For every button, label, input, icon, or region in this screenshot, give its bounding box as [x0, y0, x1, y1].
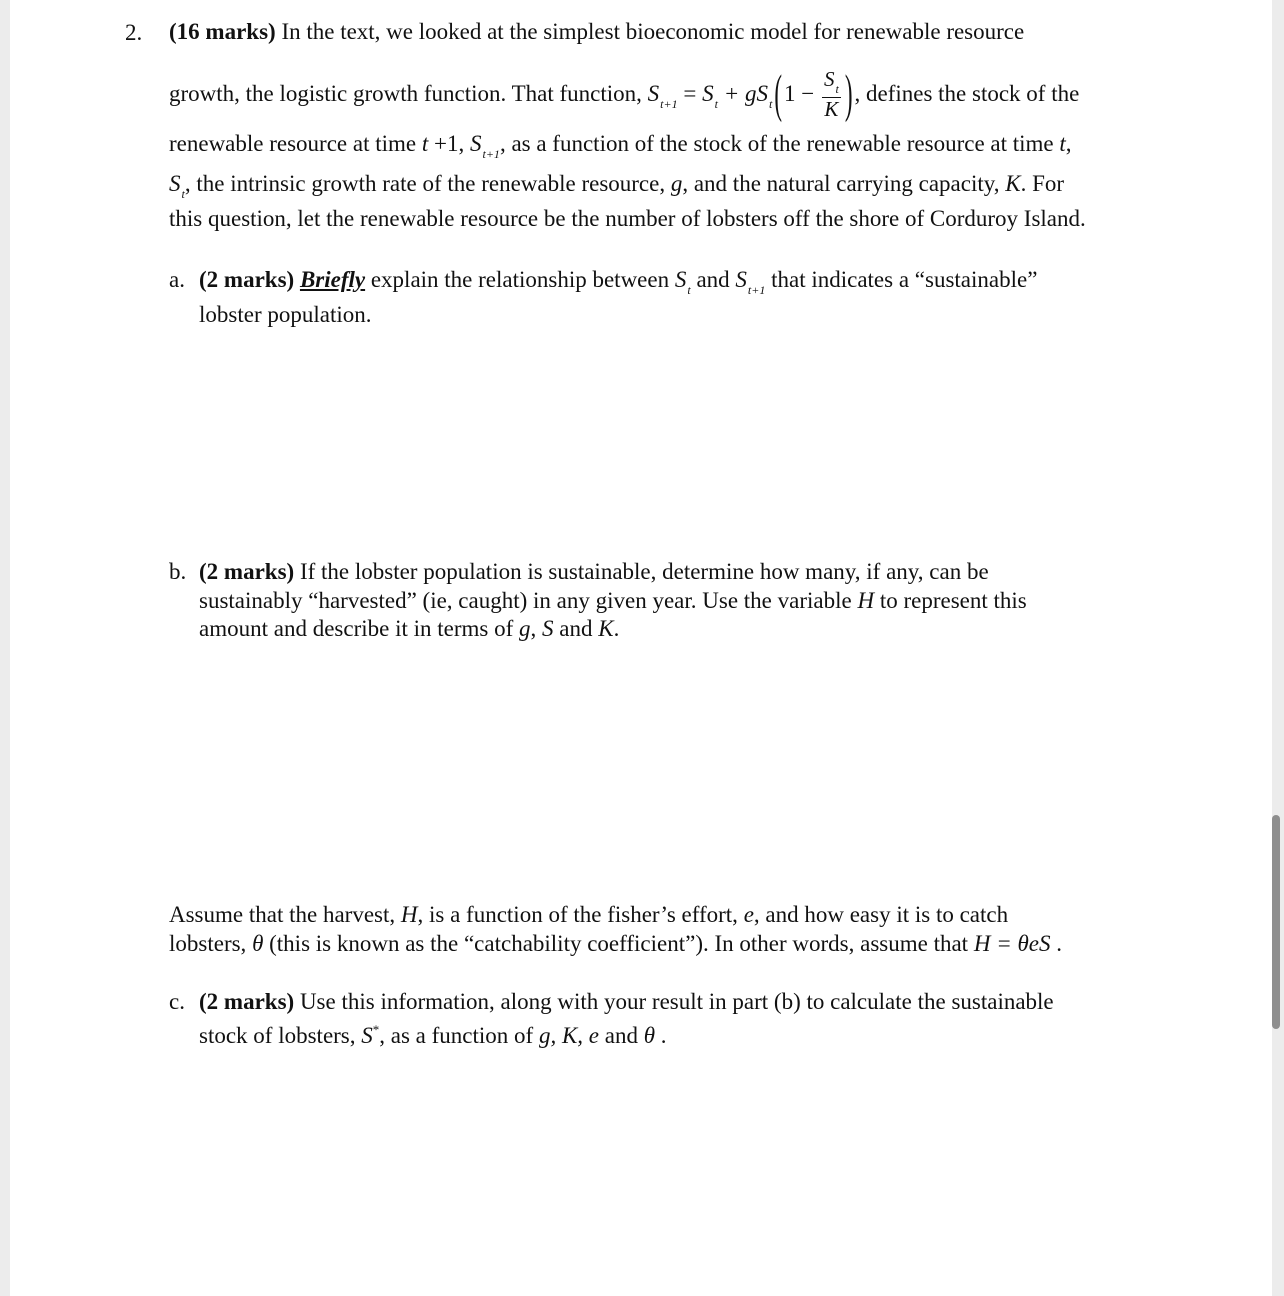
- logistic-equation: $S_{t+1} = S_t + gS_t(1$ − $\frac{S_t}{K}$ ): [647, 64, 853, 123]
- vertical-scrollbar[interactable]: [1272, 815, 1280, 1029]
- part-a-label: a.: [169, 267, 185, 292]
- assumption-line-1: Assume that the harvest, H, is a function of the fisher’s effort, e, and how easy it is to catch: [169, 902, 1009, 927]
- part-a-line-1: (2 marks) Briefly explain the relationship between $S_t$ and $S_{t+1}$ that indicates a “sustainable”: [199, 267, 1038, 297]
- part-b-label: b.: [169, 559, 187, 584]
- question-marks: (16 marks): [169, 19, 276, 44]
- part-b-line-2: sustainably “harvested” (ie, caught) in any given year. Use the variable H to represent this: [199, 588, 1027, 613]
- part-c-line-1: (2 marks) Use this information, along with your result in part (b) to calculate the sustainable: [199, 989, 1054, 1014]
- part-c-line-2: stock of lobsters, S*, as a function of g, K, e and θ .: [199, 1022, 667, 1048]
- briefly-emphasis: Briefly: [299, 267, 366, 292]
- intro-line-2: growth, the logistic growth function. That function, $S_{t+1} = S_t + gS_t(1$ − $\frac{S_t}{K}$ ), defines the stock of the: [169, 64, 1080, 123]
- part-a-line-2: lobster population.: [199, 302, 372, 327]
- question-number: 2.: [125, 20, 143, 45]
- part-b-line-1: (2 marks) If the lobster population is sustainable, determine how many, if any, can be: [199, 559, 989, 584]
- assumption-line-2: lobsters, θ (this is known as the “catchability coefficient”). In other words, assume that H = θeS .: [169, 931, 1062, 956]
- part-c-label: c.: [169, 989, 185, 1014]
- intro-line-1: (16 marks) In the text, we looked at the simplest bioeconomic model for renewable resource: [169, 19, 1025, 44]
- part-b-line-3: amount and describe it in terms of g, S and K.: [199, 616, 620, 641]
- intro-line-3: renewable resource at time t +1, $S_{t+1}$, as a function of the stock of the renewable resource at time t,: [169, 131, 1072, 161]
- intro-line-4: $S_t$, the intrinsic growth rate of the renewable resource, g, and the natural carrying capacity, K. For: [169, 171, 1065, 201]
- intro-line-5: this question, let the renewable resource be the number of lobsters off the shore of Corduroy Island.: [169, 206, 1086, 231]
- harvest-formula: H = θeS: [973, 931, 1051, 956]
